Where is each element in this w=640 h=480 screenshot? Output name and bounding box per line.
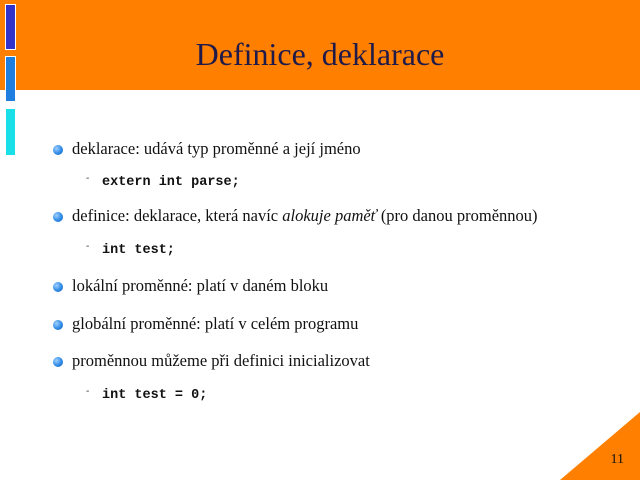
sub-marker: - — [86, 386, 90, 397]
bullet-text: deklarace: udává typ proměnné a její jméno — [72, 139, 361, 158]
bullet-text: lokální proměnné: platí v daném bloku — [72, 276, 329, 295]
sub-marker: - — [86, 173, 90, 184]
corner-triangle — [560, 412, 640, 480]
italic-term: alokuje paměť — [282, 206, 377, 225]
bullet-text: definice: deklarace, která navíc alokuje paměť (pro danou proměnnou) — [72, 206, 538, 225]
slide-title: Definice, deklarace — [195, 36, 445, 72]
bullet-icon — [53, 212, 63, 222]
bullet-icon — [53, 357, 63, 367]
sub-marker: - — [86, 241, 90, 252]
code-line: extern int parse; — [102, 175, 240, 190]
page-number: 11 — [610, 452, 624, 467]
code-line: int test; — [102, 243, 175, 258]
decorative-block-3 — [5, 108, 16, 156]
bullet-icon — [53, 282, 63, 292]
bullet-text: proměnnou můžeme při definici inicializovat — [72, 351, 370, 370]
bullet-text: globální proměnné: platí v celém programu — [72, 314, 359, 333]
bullet-icon — [53, 145, 63, 155]
code-line: int test = 0; — [102, 388, 208, 403]
bullet-icon — [53, 320, 63, 330]
